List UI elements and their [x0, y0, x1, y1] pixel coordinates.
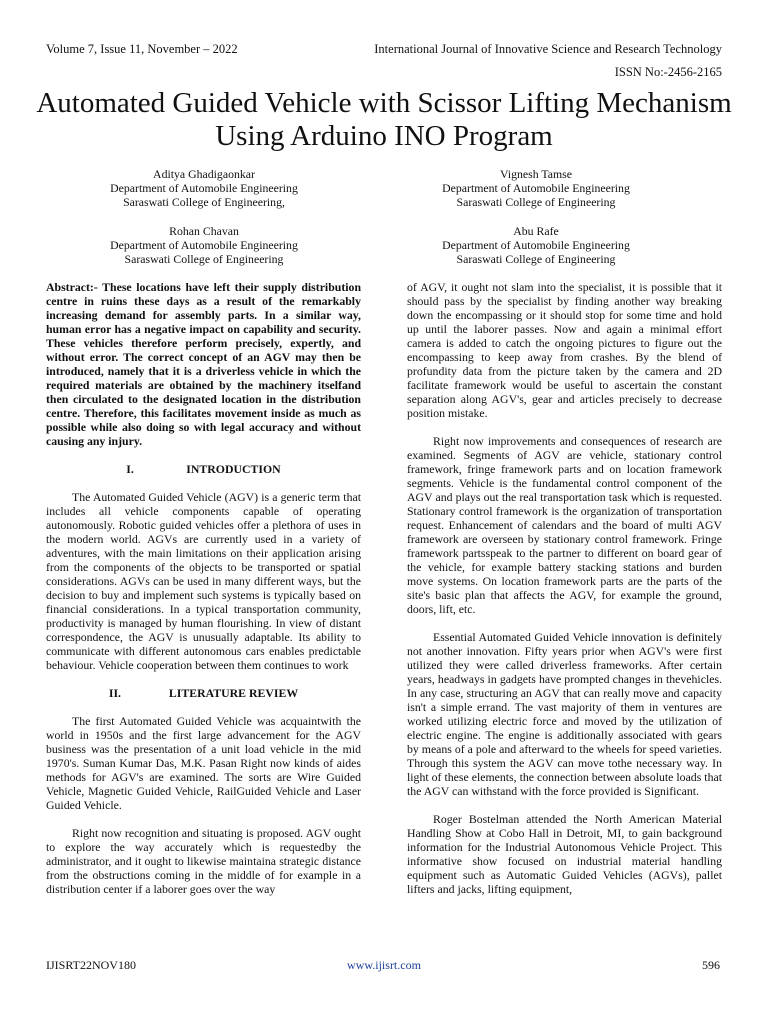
author-department: Department of Automobile Engineering: [110, 238, 298, 252]
right-column: [407, 280, 722, 896]
author-name: Aditya Ghadigaonkar: [153, 167, 255, 181]
paragraph: of AGV, it ought not slam into the specialist, it is possible that it should pass by the specialist by finding another way breaking down the encompassing or it should stop for some time and hold up until the laborer passes. Now and again a minimal effort camera is added to catch the ongoing pictures to figure out the encompassing to keep away from crashes. By the blend of profundity data from the picture taken by the camera and 2D facilitate framework would be useful to ascertain the constant separation along AGV's, gear and articles precisely to decrease position mistake.: [407, 280, 722, 420]
abstract: Abstract:- These locations have left their supply distribution centre in ruins these days as a result of the remarkably increasing demand for assembly parts. In a similar way, human error has a negative impact on capability and security. These vehicles therefore perform precisely, expertly, and without error. The correct concept of an AGV may then be introduced, namely that it is a driverless vehicle in which the required materials are obtained by the machinery itselfand then circulated to the designated location in the distribution centre. Therefore, this facilitates movement inside as much as possible while also doing so with legal accuracy and without causing any injury.: [46, 280, 361, 448]
section-title: LITERATURE REVIEW: [168, 686, 299, 700]
author-block: [54, 167, 354, 209]
author-college: Saraswati College of Engineering: [456, 252, 616, 266]
author-name: Vignesh Tamse: [500, 167, 572, 181]
section-title: INTRODUCTION: [186, 462, 281, 476]
section-heading-literature-review: [46, 686, 361, 700]
footer-website-link[interactable]: www.ijisrt.com: [347, 958, 421, 972]
paragraph: The first Automated Guided Vehicle was acquaintwith the world in 1950s and the first large advancement for the AGV business was the presentation of a unit load vehicle in the mid 1970's. Suman Kumar Das, M.K. Pasan Right now kinds of aides methods for AGV's are examined. The sorts are Wire Guided Vehicle, Magnetic Guided Vehicle, RailGuided Vehicle and Laser Guided Vehicle.: [46, 714, 361, 812]
footer-page-number: 596: [702, 958, 720, 972]
author-college: Saraswati College of Engineering: [456, 195, 616, 209]
author-block: [386, 224, 686, 266]
author-college: Saraswati College of Engineering,: [123, 195, 285, 209]
section-number: II.: [108, 686, 122, 700]
paragraph: Right now improvements and consequences of research are examined. Segments of AGV are vehicle, stationary control framework, fringe framework parts and on location framework segments. Vehicle is the fundamental control component of the AGV and plays out the real transportation task which is requested. Stationary control framework is the organization of transportation request. Enhancement of calendars and the board of multi AGV framework are overseen by stationary control framework. Fringe framework partsspeak to the partner to different on board gear of the vehicle, for example battery stacking stations and burden move systems. On location framework parts are the parts of the site's basic plan that affects the AGV, for example the ground, doors, lift, etc.: [407, 434, 722, 616]
section-number: I.: [126, 462, 134, 476]
section-heading-introduction: [46, 462, 361, 476]
header-volume: Volume 7, Issue 11, November – 2022: [46, 42, 238, 56]
left-column: [46, 280, 361, 896]
author-department: Department of Automobile Engineering: [442, 238, 630, 252]
author-block: [386, 167, 686, 209]
author-college: Saraswati College of Engineering: [124, 252, 284, 266]
header-issn: ISSN No:-2456-2165: [614, 65, 722, 79]
author-department: Department of Automobile Engineering: [442, 181, 630, 195]
author-block: [54, 224, 354, 266]
paragraph: Essential Automated Guided Vehicle innovation is definitely not another innovation. Fifty years prior when AGV's were first utilized they were called driverless frameworks. After certain years, headways in gadgets have prompted changes in thevehicles. In any case, structuring an AGV that can really move and capacity isn't a simple errand. The vast majority of them in ventures are worked utilizing electric force and moved by the utilization of electric engine. The engine is additionally associated with gears by means of a pole and afterward to the wheels for speed varieties. Through this system the AGV can move tothe necessary way. In light of these elements, the connection between absolute loads that the AGV can withstand with the force provided is Significant.: [407, 630, 722, 798]
paragraph: Right now recognition and situating is proposed. AGV ought to explore the way accurately which is requestedby the administrator, and it ought to likewise maintaina strategic distance from the obstructions coming in the middle of for example in a distribution center if a laborer goes over the way: [46, 826, 361, 896]
author-name: Abu Rafe: [513, 224, 559, 238]
footer-paper-id: IJISRT22NOV180: [46, 958, 136, 972]
author-name: Rohan Chavan: [169, 224, 239, 238]
paragraph: The Automated Guided Vehicle (AGV) is a generic term that includes all vehicle components capable of operating autonomously. Robotic guided vehicles offer a plethora of uses in the modern world. AGVs are currently used in a variety of adventures, with the main limitations on their application arising from the components of the objects to be transported or spatial considerations. AGVs can be used in many different ways, but the decision to buy and implement such systems is typically based on financial considerations. In a typical transportation community, productivity is managed by human flourishing. In view of distant correspondence, the AGV is unusually adaptable. Its ability to communicate with different autonomous cars enables predictable behaviour. Vehicle cooperation between them continues to work: [46, 490, 361, 672]
paragraph: Roger Bostelman attended the North American Material Handling Show at Cobo Hall in Detroit, MI, to gain background information for the Industrial Autonomous Vehicle Project. This informative show focused on industrial material handling equipment such as Automatic Guided Vehicles (AGVs), pallet lifters and jacks, lifting equipment,: [407, 812, 722, 896]
author-department: Department of Automobile Engineering: [110, 181, 298, 195]
paper-title: Automated Guided Vehicle with Scissor Lifting Mechanism Using Arduino INO Program: [36, 87, 732, 152]
header-journal: International Journal of Innovative Science and Research Technology: [374, 42, 722, 56]
